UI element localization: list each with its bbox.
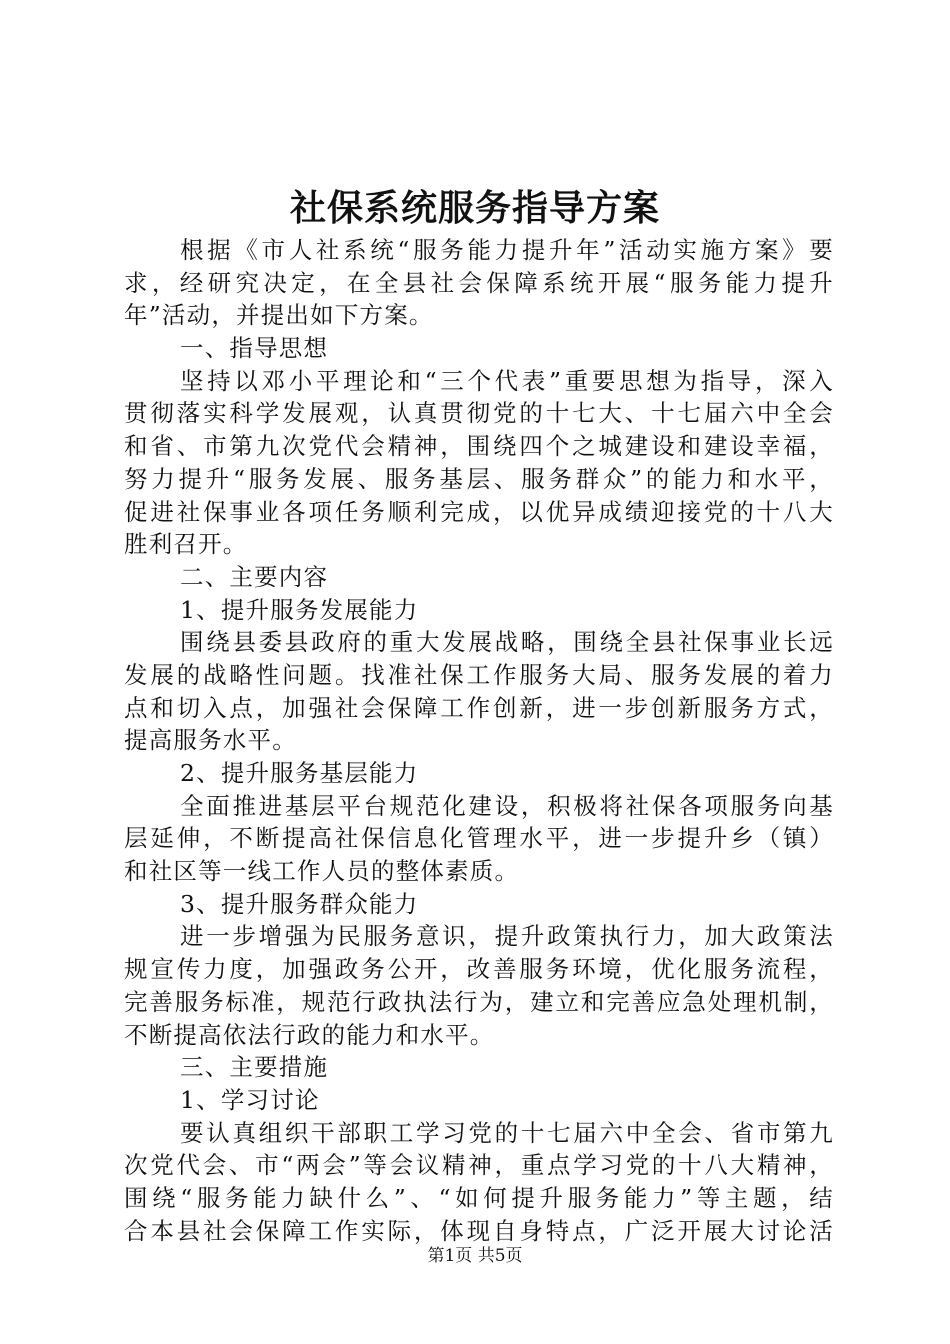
text-line: 一、指导思想 (180, 334, 329, 363)
text-line: 贯彻落实科学发展观，认真贯彻党的十七大、十七届六中全会 (124, 399, 834, 428)
text-line: 根据《市人社系统“服务能力提升年”活动实施方案》要 (180, 236, 834, 264)
text-line: 和社区等一线工作人员的整体素质。 (124, 857, 520, 886)
text-line: 和省、市第九次党代会精神，围绕四个之城建设和建设幸福， (124, 432, 834, 461)
text-line: 求，经研究决定，在全县社会保障系统开展“服务能力提升 (124, 268, 834, 297)
text-line: 不断提高依法行政的能力和水平。 (124, 1020, 495, 1049)
text-line: 全面推进基层平台规范化建设，积极将社保各项服务向基 (180, 791, 834, 820)
text-line: 点和切入点，加强社会保障工作创新，进一步创新服务方式， (124, 693, 834, 722)
text-line: 次党代会、市“两会”等会议精神，重点学习党的十八大精神， (124, 1151, 834, 1180)
text-line: 发展的战略性问题。找准社保工作服务大局、服务发展的着力 (124, 660, 834, 689)
text-line: 合本县社会保障工作实际，体现自身特点，广泛开展大讨论活 (124, 1216, 834, 1245)
text-line: 要认真组织干部职工学习党的十七届六中全会、省市第九 (180, 1118, 834, 1147)
text-line: 1、学习讨论 (180, 1085, 320, 1114)
page-footer: 第1页 共5页 (427, 1246, 523, 1266)
text-line: 围绕县委县政府的重大发展战略，围绕全县社保事业长远 (180, 628, 834, 657)
text-line: 二、主要内容 (180, 562, 329, 591)
text-line: 3、提升服务群众能力 (180, 889, 419, 918)
text-line: 坚持以邓小平理论和“三个代表”重要思想为指导，深入 (180, 366, 834, 395)
text-line: 完善服务标准，规范行政执法行为，建立和完善应急处理机制， (124, 987, 834, 1016)
text-line: 进一步增强为民服务意识，提升政策执行力，加大政策法 (180, 922, 834, 951)
text-line: 1、提升服务发展能力 (180, 595, 419, 624)
text-line: 胜利召开。 (124, 530, 248, 559)
text-line: 年”活动，并提出如下方案。 (124, 301, 434, 330)
text-line: 努力提升“服务发展、服务基层、服务群众”的能力和水平， (124, 464, 834, 493)
text-line: 围绕“服务能力缺什么”、“如何提升服务能力”等主题，结 (124, 1183, 834, 1212)
text-line: 层延伸，不断提高社保信息化管理水平，进一步提升乡（镇） (124, 824, 834, 853)
text-line: 2、提升服务基层能力 (180, 759, 419, 787)
document-body (124, 234, 834, 1247)
document-title: 社保系统服务指导方案 (289, 187, 660, 229)
text-line: 促进社保事业各项任务顺利完成，以优异成绩迎接党的十八大 (124, 497, 834, 526)
text-line: 规宣传力度，加强政务公开，改善服务环境，优化服务流程， (124, 955, 834, 984)
text-line: 提高服务水平。 (124, 726, 297, 755)
text-line: 三、主要措施 (180, 1053, 329, 1082)
